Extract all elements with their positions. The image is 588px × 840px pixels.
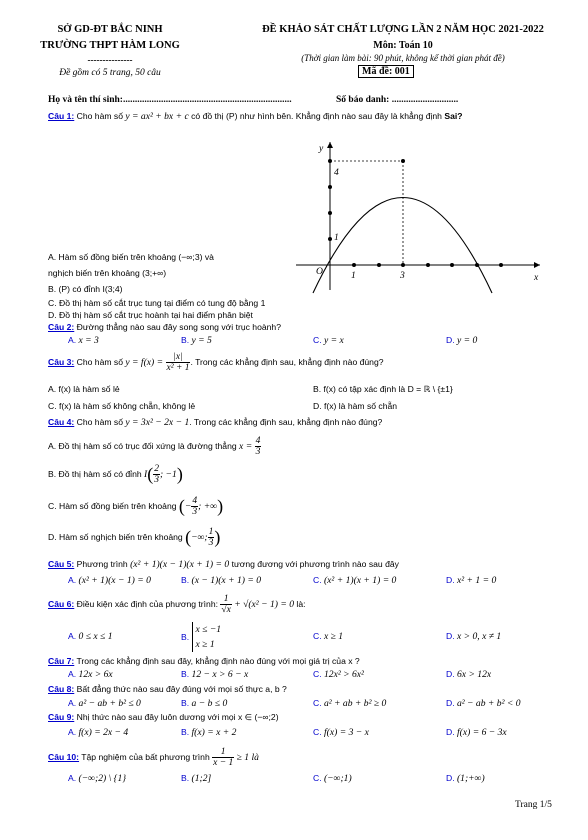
q4-option-c: C. Hàm số đồng biến trên khoảng (− $\frac{4}{3}$ ; +∞): [48, 496, 224, 517]
question-9-stem: Câu 9: Nhị thức nào sau đây luôn dương với mọi x ∈ (−∞;2): [48, 712, 279, 722]
department-name: SỞ GD-ĐT BẮC NINH: [57, 24, 163, 35]
q3-option-d: D. f(x) là hàm số chẵn: [313, 401, 398, 411]
header-dashes: ---------------: [87, 55, 133, 65]
q8-option-d: D. a² − ab + b² < 0: [446, 698, 521, 709]
question-10-stem: Câu 10: Tập nghiệm của bất phương trình $\frac{1}{x - 1}$ ≥ 1 là: [48, 747, 259, 768]
q2-option-b: B. y = 5: [181, 335, 212, 346]
q3-option-b: B. f(x) có tập xác định là D = ℝ \ {±1}: [313, 384, 453, 394]
q6-option-a: A. 0 ≤ x ≤ 1: [68, 631, 113, 642]
exam-time-note: (Thời gian làm bài: 90 phút, không kể thời gian phát đề): [301, 53, 505, 63]
q10-option-b: B. (1;2]: [181, 773, 212, 784]
question-6-stem: Câu 6: Điều kiện xác định của phương trình: $\frac{1}{√x}$ + √(x² − 1) = 0 là:: [48, 594, 306, 615]
tick-y-1: 1: [334, 232, 339, 243]
q3-option-a: A. f(x) là hàm số lẻ: [48, 384, 120, 394]
q5-option-b: B. (x − 1)(x + 1) = 0: [181, 575, 262, 586]
question-3-stem: Câu 3: Cho hàm số y = f(x) = $\frac{|x|}{\text{x² + 1}}$ . Trong các khẳng định sau, khẳng định nào đúng?: [48, 352, 384, 373]
q5-option-c: C. (x² + 1)(x + 1) = 0: [313, 575, 397, 586]
q6-option-b: B. x ≤ −1 x ≥ 1: [181, 624, 222, 650]
q4-option-a: A. Đồ thị hàm số có trục đối xứng là đường thẳng x = $\frac{4}{3}$: [48, 436, 261, 457]
q1-option-a-line2: nghịch biến trên khoảng (3;+∞): [48, 268, 167, 278]
q8-option-c: C. a² + ab + b² ≥ 0: [313, 698, 387, 709]
q2-option-a: A. x = 3: [68, 335, 99, 346]
origin-label: O: [316, 266, 323, 277]
q8-option-b: B. a − b ≤ 0: [181, 698, 228, 709]
question-2-stem: Câu 2: Đường thẳng nào sau đây song song với trục hoành?: [48, 322, 281, 332]
q2-option-c: C. y = x: [313, 335, 344, 346]
student-number-line: Số báo danh: ............................: [336, 95, 459, 105]
q7-option-c: C. 12x² > 6x²: [313, 669, 364, 680]
q7-option-d: D. 6x > 12x: [446, 669, 492, 680]
q4-option-d: D. Hàm số nghịch biến trên khoảng (−∞; $\frac{1}{3}$ ): [48, 527, 221, 548]
q1-option-a-line1: A. Hàm số đồng biến trên khoảng (−∞;3) và: [48, 252, 214, 262]
q1-option-b: B. (P) có đỉnh I(3;4): [48, 284, 123, 294]
tick-y-4: 4: [334, 167, 339, 178]
x-axis-arrow: [534, 262, 540, 268]
q10-option-c: C. (−∞;1): [313, 773, 352, 784]
question-8-stem: Câu 8: Bất đẳng thức nào sau đây đúng với mọi số thực a, b ?: [48, 684, 287, 694]
parabola-graph: [296, 138, 546, 296]
q9-option-d: D. f(x) = 6 − 3x: [446, 727, 507, 738]
tick-x-1: 1: [351, 270, 356, 281]
q9-option-a: A. f(x) = 2x − 4: [68, 727, 129, 738]
y-axis-arrow: [327, 142, 333, 148]
x-axis-label: x: [534, 272, 539, 283]
question-5-stem: Câu 5: Phương trình (x² + 1)(x − 1)(x + 1) = 0 tương đương với phương trình nào sau đây: [48, 559, 399, 570]
q1-option-d: D. Đồ thị hàm số cắt trục hoành tại hai điểm phân biệt: [48, 310, 253, 320]
q8-option-a: A. a² − ab + b² ≤ 0: [68, 698, 141, 709]
student-name-line: Họ và tên thí sinh:.......................................................................: [48, 95, 292, 105]
exam-title: ĐỀ KHẢO SÁT CHẤT LƯỢNG LẦN 2 NĂM HỌC 2021-2022: [262, 24, 544, 35]
question-4-stem: Câu 4: Cho hàm số y = 3x² − 2x − 1. Trong các khẳng định sau, khẳng định nào đúng?: [48, 417, 383, 428]
y-axis-label: y: [319, 143, 324, 154]
q10-option-a: A. (−∞;2) \ {1}: [68, 773, 127, 784]
question-7-stem: Câu 7: Trong các khẳng định sau đây, khẳng định nào đúng với mọi giá trị của x ?: [48, 656, 360, 666]
exam-subject: Môn: Toán 10: [373, 40, 433, 51]
q4-option-b: B. Đồ thị hàm số có đỉnh I( $\frac{2}{3}$ ; −1): [48, 464, 183, 485]
page-number: Trang 1/5: [515, 800, 552, 810]
q7-option-a: A. 12x > 6x: [68, 669, 113, 680]
q5-option-a: A. (x² + 1)(x − 1) = 0: [68, 575, 151, 586]
q2-option-d: D. y = 0: [446, 335, 478, 346]
q10-option-d: D. (1;+∞): [446, 773, 485, 784]
exam-code: Mã đề: 001: [358, 66, 414, 77]
question-1-stem: Câu 1: Cho hàm số y = ax² + bx + c có đồ thị (P) như hình bên. Khẳng định nào sau đây là khẳng định Sai?: [48, 111, 463, 122]
q9-option-c: C. f(x) = 3 − x: [313, 727, 369, 738]
pages-note: Đề gồm có 5 trang, 50 câu: [59, 68, 161, 78]
q1-option-c: C. Đồ thị hàm số cắt trục tung tại điểm có tung độ bằng 1: [48, 298, 266, 308]
q6-option-c: C. x ≥ 1: [313, 631, 344, 642]
q6-option-d: D. x > 0, x ≠ 1: [446, 631, 502, 642]
q5-option-d: D. x² + 1 = 0: [446, 575, 497, 586]
q7-option-b: B. 12 − x > 6 − x: [181, 669, 249, 680]
q3-option-c: C. f(x) là hàm số không chẵn, không lẻ: [48, 401, 196, 411]
school-name: TRƯỜNG THPT HÀM LONG: [40, 40, 180, 51]
q9-option-b: B. f(x) = x + 2: [181, 727, 237, 738]
tick-x-3: 3: [400, 270, 405, 281]
